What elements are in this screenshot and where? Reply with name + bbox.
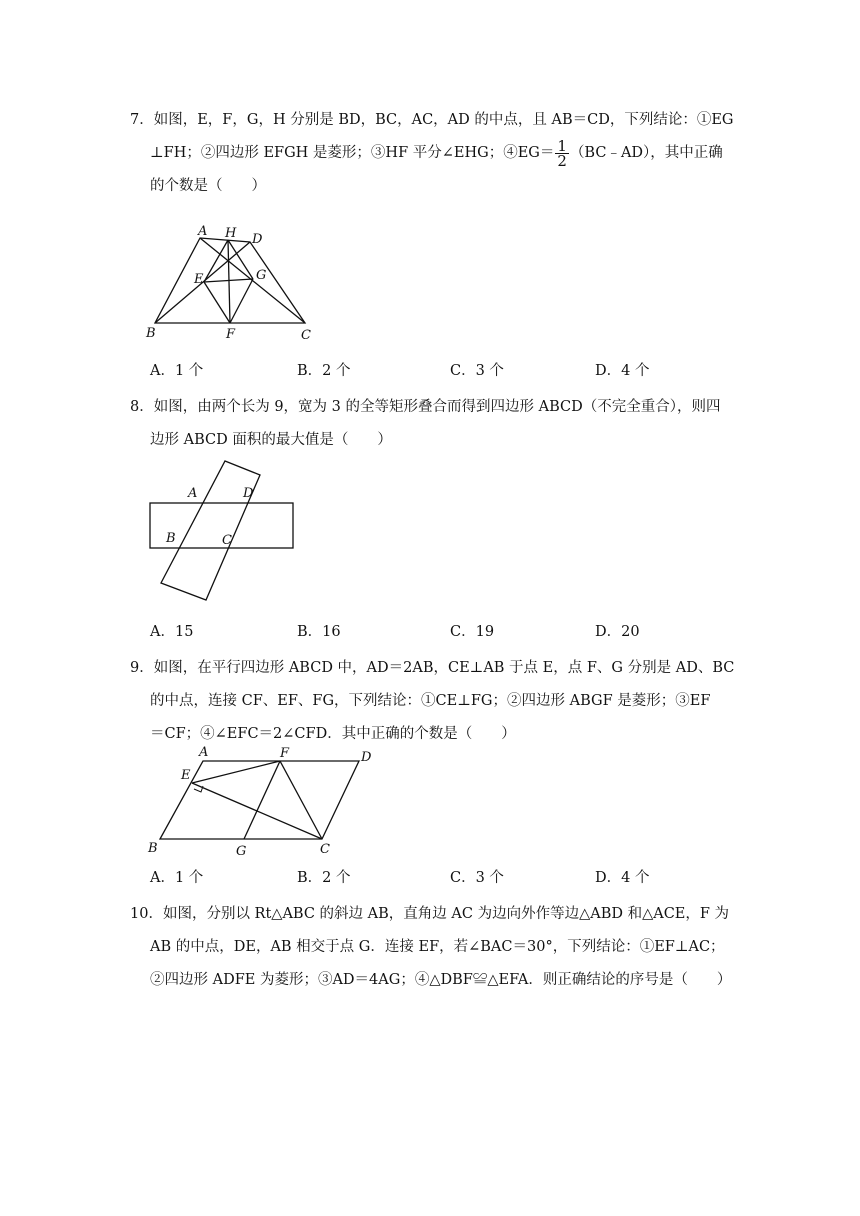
q9-option-c[interactable]: C．3 个 — [450, 870, 504, 886]
q9-segment-fc — [280, 761, 322, 839]
q7-label-h: H — [225, 226, 237, 241]
q10-line3: ②四边形 ADFE 为菱形；③AD＝4AG；④△DBF≌△EFA．则正确结论的序号是（ ） — [150, 972, 732, 988]
q7-figure — [140, 222, 330, 347]
question-10 — [130, 898, 735, 997]
q8-option-c[interactable]: C．19 — [450, 624, 495, 640]
q7-label-e: E — [194, 272, 204, 287]
q7-label-c: C — [301, 328, 311, 343]
q9-label-g: G — [236, 844, 247, 859]
q7-option-b[interactable]: B．2 个 — [297, 363, 351, 379]
q8-figure — [140, 455, 310, 605]
q7-option-a[interactable]: A．1 个 — [150, 363, 204, 379]
q7-option-c[interactable]: C．3 个 — [450, 363, 504, 379]
q7-label-a: A — [198, 224, 208, 239]
q9-segment-fg — [244, 761, 280, 839]
q7-segment-gf — [230, 279, 253, 323]
q7-option-d[interactable]: D．4 个 — [595, 363, 650, 379]
q10-line1: 10．如图，分别以 Rt△ABC 的斜边 AB，直角边 AC 为边向外作等边△ABD 和△ACE，F 为 — [130, 906, 730, 922]
q7-line1: 7．如图，E，F，G，H 分别是 BD，BC，AC，AD 的中点，且 AB＝CD，下列结论：①EG — [130, 112, 734, 128]
q7-segment-he — [204, 240, 228, 282]
q9-option-a[interactable]: A．1 个 — [150, 870, 204, 886]
q8-option-d[interactable]: D．20 — [595, 624, 640, 640]
q8-label-d: D — [243, 486, 254, 501]
q7-options — [150, 359, 750, 381]
q8-label-b: B — [166, 531, 176, 546]
q9-options — [150, 866, 750, 888]
q8-option-b[interactable]: B．16 — [297, 624, 341, 640]
q9-label-a: A — [199, 745, 209, 760]
q7-label-f: F — [226, 327, 236, 342]
q8-tilted-rectangle — [161, 461, 260, 600]
q9-label-b: B — [148, 841, 158, 856]
q7-label-g: G — [256, 268, 267, 283]
q7-fraction — [555, 136, 569, 170]
q7-line2-b: （BC﹣AD），其中正确 — [569, 145, 723, 161]
q9-line1: 9．如图，在平行四边形 ABCD 中，AD＝2AB，CE⊥AB 于点 E，点 F、G 分别是 AD、BC — [130, 660, 735, 676]
q9-label-c: C — [320, 842, 330, 857]
q7-line2 — [130, 137, 735, 170]
q7-label-d: D — [252, 232, 263, 247]
question-8 — [130, 391, 735, 457]
q7-line3: 的个数是（ ） — [150, 178, 266, 194]
q10-line2: AB 的中点，DE，AB 相交于点 G．连接 EF，若∠BAC＝30°，下列结论：①EF⊥AC； — [150, 939, 725, 955]
q7-frac-den: 2 — [557, 151, 567, 170]
q9-line2: 的中点，连接 CF、EF、FG，下列结论：①CE⊥FG；②四边形 ABGF 是菱形；③EF — [150, 693, 711, 709]
question-9 — [130, 652, 735, 751]
q9-option-d[interactable]: D．4 个 — [595, 870, 650, 886]
q9-segment-ef — [192, 761, 280, 783]
q8-label-c: C — [222, 533, 232, 548]
q7-label-b: B — [146, 326, 156, 341]
q9-label-e: E — [181, 768, 191, 783]
q7-segment-hg — [228, 240, 253, 279]
q8-line1: 8．如图，由两个长为 9，宽为 3 的全等矩形叠合而得到四边形 ABCD（不完全重合），则四 — [130, 399, 721, 415]
q9-label-f: F — [280, 746, 290, 761]
q8-line2: 边形 ABCD 面积的最大值是（ ） — [150, 432, 392, 448]
q7-line2-a: ⊥FH；②四边形 EFGH 是菱形；③HF 平分∠EHG；④EG＝ — [150, 145, 555, 161]
q9-option-b[interactable]: B．2 个 — [297, 870, 351, 886]
q9-figure — [140, 745, 380, 860]
q8-option-a[interactable]: A．15 — [150, 624, 194, 640]
q8-options — [150, 620, 750, 642]
q9-line3: ＝CF；④∠EFC＝2∠CFD．其中正确的个数是（ ） — [150, 726, 516, 742]
question-7 — [130, 104, 735, 203]
q9-label-d: D — [361, 750, 372, 765]
q7-segment-ef — [204, 282, 230, 323]
q7-segment-hf — [228, 240, 230, 323]
q7-frac-num: 1 — [557, 136, 567, 155]
q8-label-a: A — [188, 486, 198, 501]
